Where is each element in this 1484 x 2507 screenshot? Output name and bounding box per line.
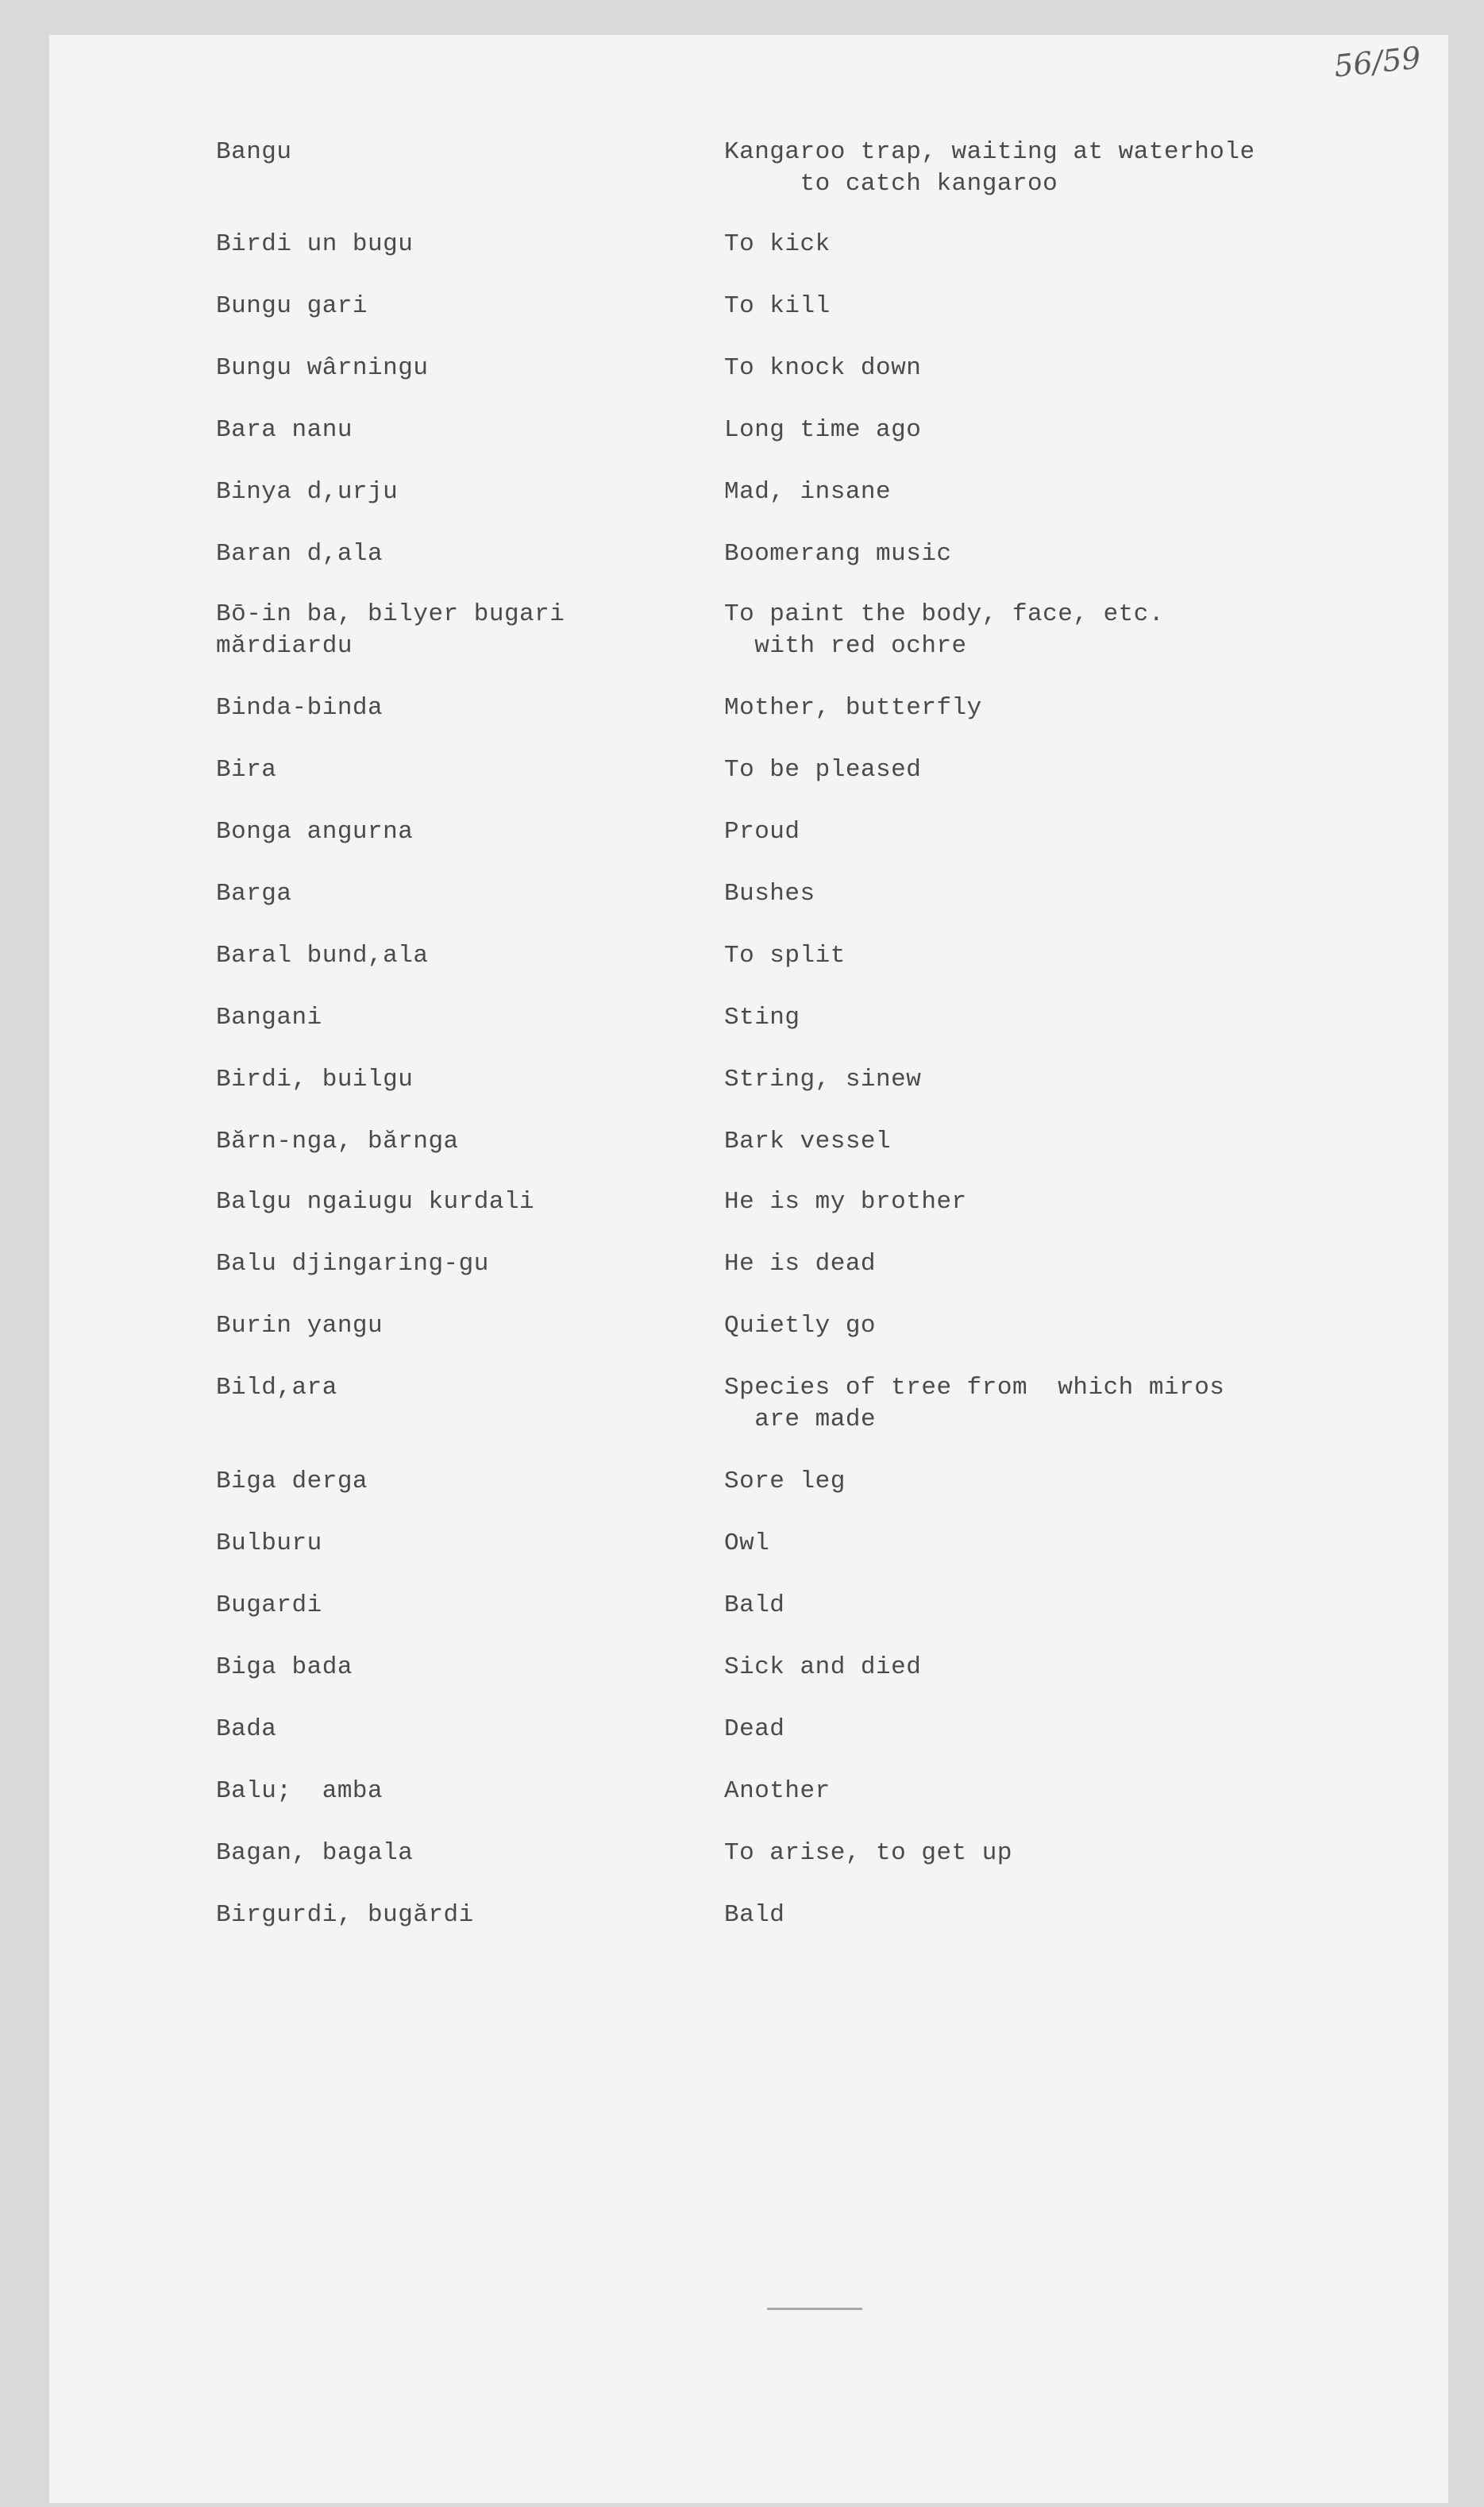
entry-meaning: Owl bbox=[724, 1529, 770, 1557]
entry-term: Burin yangu bbox=[216, 1312, 384, 1340]
entry-term: Birdi un bugu bbox=[216, 230, 414, 258]
entry-meaning: Bark vessel bbox=[724, 1128, 892, 1155]
bottom-dash-mark bbox=[767, 2308, 862, 2310]
entry-meaning: To kick bbox=[724, 230, 831, 258]
entry-meaning: He is my brother bbox=[724, 1188, 967, 1216]
entry-term: Birgurdi, bugărdi bbox=[216, 1901, 474, 1929]
entry-term: Barga bbox=[216, 880, 292, 908]
entry-meaning: Proud bbox=[724, 818, 800, 846]
entry-term: Bonga angurna bbox=[216, 818, 414, 846]
entry-term: Bō-in ba, bilyer bugari mărdiardu bbox=[216, 600, 565, 660]
entry-term: Bagan, bagala bbox=[216, 1839, 414, 1867]
entry-meaning: Sick and died bbox=[724, 1653, 922, 1681]
entry-meaning: Mother, butterfly bbox=[724, 694, 982, 722]
entry-term: Balgu ngaiugu kurdali bbox=[216, 1188, 535, 1216]
entry-term: Binya d,urju bbox=[216, 478, 399, 506]
entry-meaning: Bald bbox=[724, 1901, 785, 1929]
entry-term: Balu djingaring-gu bbox=[216, 1250, 489, 1278]
entry-term: Birdi, builgu bbox=[216, 1066, 414, 1093]
entry-term: Bangani bbox=[216, 1004, 322, 1032]
entry-term: Bada bbox=[216, 1715, 277, 1743]
entry-meaning: To be pleased bbox=[724, 756, 922, 784]
entry-term: Bild,ara bbox=[216, 1374, 337, 1402]
entry-term: Biga bada bbox=[216, 1653, 353, 1681]
entry-term: Bara nanu bbox=[216, 416, 353, 444]
entry-term: Binda-binda bbox=[216, 694, 384, 722]
entry-meaning: To paint the body, face, etc. with red ochre bbox=[724, 600, 1164, 660]
entry-term: Balu; amba bbox=[216, 1777, 384, 1805]
entry-meaning: Quietly go bbox=[724, 1312, 877, 1340]
entry-term: Bărn-nga, bărnga bbox=[216, 1128, 459, 1155]
entry-meaning: Dead bbox=[724, 1715, 785, 1743]
entry-meaning: He is dead bbox=[724, 1250, 877, 1278]
page-number: 56/59 bbox=[1332, 40, 1423, 84]
entry-meaning: Species of tree from which miros are made bbox=[724, 1374, 1225, 1433]
entry-term: Baral bund,ala bbox=[216, 942, 429, 970]
entry-meaning: To split bbox=[724, 942, 846, 970]
entry-meaning: Another bbox=[724, 1777, 831, 1805]
entry-term: Bangu bbox=[216, 138, 292, 166]
entry-meaning: To kill bbox=[724, 292, 831, 320]
entry-meaning: To knock down bbox=[724, 354, 922, 382]
entry-meaning: Kangaroo trap, waiting at waterhole to catch kangaroo bbox=[724, 138, 1255, 198]
entry-term: Baran d,ala bbox=[216, 540, 384, 568]
entry-meaning: Bushes bbox=[724, 880, 815, 908]
entry-meaning: Long time ago bbox=[724, 416, 922, 444]
entry-term: Biga derga bbox=[216, 1468, 368, 1495]
entry-term: Bugardi bbox=[216, 1591, 322, 1619]
entry-term: Bungu gari bbox=[216, 292, 368, 320]
entry-meaning: Bald bbox=[724, 1591, 785, 1619]
entry-meaning: Sting bbox=[724, 1004, 800, 1032]
entry-meaning: Mad, insane bbox=[724, 478, 892, 506]
entry-term: Bulburu bbox=[216, 1529, 322, 1557]
entry-meaning: Boomerang music bbox=[724, 540, 952, 568]
entry-term: Bungu wârningu bbox=[216, 354, 429, 382]
entry-meaning: String, sinew bbox=[724, 1066, 922, 1093]
entry-meaning: Sore leg bbox=[724, 1468, 846, 1495]
entry-term: Bira bbox=[216, 756, 277, 784]
entry-meaning: To arise, to get up bbox=[724, 1839, 1012, 1867]
